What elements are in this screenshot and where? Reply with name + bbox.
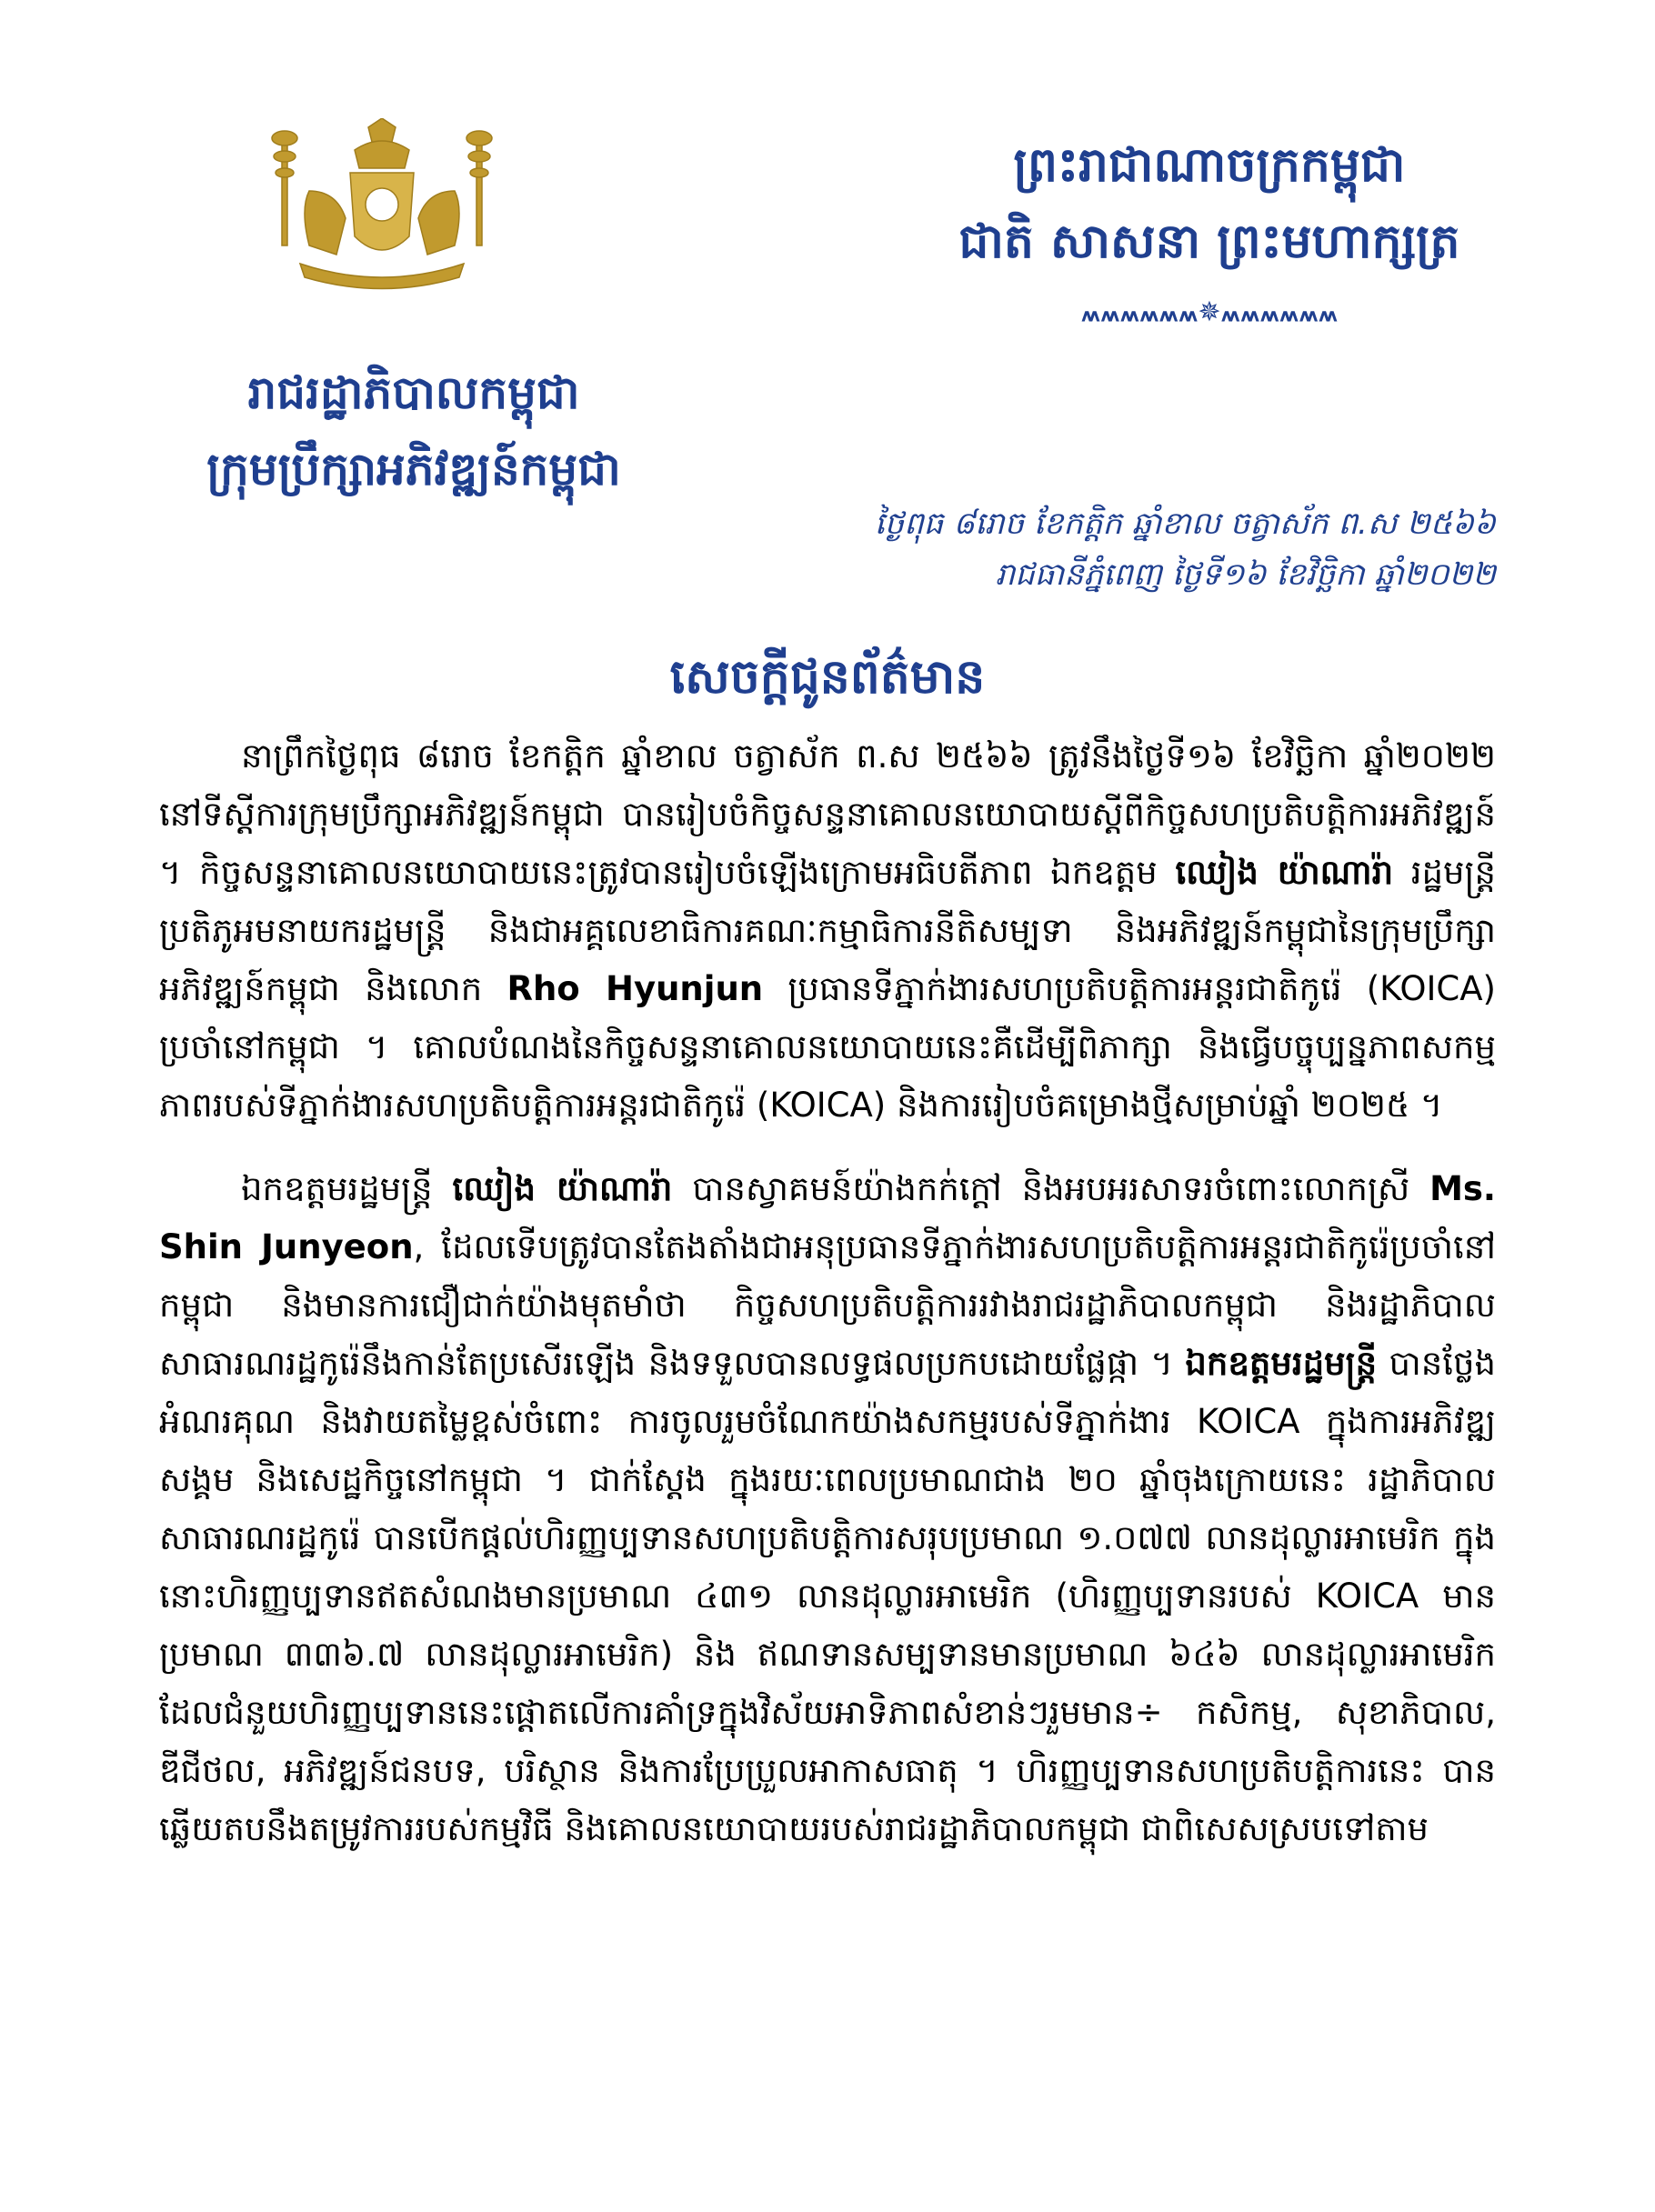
- issuing-authority: [159, 355, 668, 507]
- royal-emblem: [246, 118, 518, 291]
- document-body: [159, 727, 1496, 1884]
- kingdom-title: ព្រះរាជាណាចក្រកម្ពុជា: [1013, 138, 1406, 193]
- national-motto: ជាតិ សាសនា ព្រះមហាក្សត្រ: [958, 215, 1460, 269]
- koica-deputy-name: Ms. Shin Junyeon: [159, 1169, 1496, 1266]
- minister-title: ឯកឧត្តមរដ្ឋមន្ត្រី: [1185, 1344, 1378, 1383]
- government-name: រាជរដ្ឋាភិបាលកម្ពុជា: [247, 366, 580, 419]
- document-title: សេចក្តីជូនព័ត៌មាន: [669, 650, 986, 705]
- lunar-date: ថ្ងៃពុធ ៨រោច ខែកត្តិក ឆ្នាំខាល ចត្វាស័ក ព.ស ២៥៦៦: [874, 505, 1496, 542]
- official-name: ឈៀង យ៉ាណារ៉ា: [452, 1169, 673, 1208]
- paragraph-2: ឯកឧត្តមរដ្ឋមន្ត្រី ឈៀង យ៉ាណារ៉ា បានស្វាគមន៍យ៉ាងកក់ក្តៅ និងអបអរសាទរចំពោះលោកស្រី Ms. Shin Junyeon, ដែលទើបត្រូវបានតែងតាំងជាអនុប្រធានទីភ្នាក់ងារសហប្រតិបត្តិការអន្តរជាតិកូរ៉េប្រចាំនៅកម្ពុជា និងមានការជឿជាក់យ៉ាងមុតមាំថា កិច្ចសហប្រតិបត្តិការរវាងរាជរដ្ឋាភិបាលកម្ពុជា និងរដ្ឋាភិបាលសាធារណរដ្ឋកូរ៉េនឹងកាន់តែប្រសើរឡើង និងទទួលបានលទ្ធផលប្រកបដោយផ្លែផ្កា ។ ឯកឧត្តមរដ្ឋមន្ត្រី បានថ្លែងអំណរគុណ និងវាយតម្លៃខ្ពស់ចំពោះ ការចូលរួមចំណែកយ៉ាងសកម្មរបស់ទីភ្នាក់ងារ KOICA ក្នុងការអភិវឌ្ឍសង្គម និងសេដ្ឋកិច្ចនៅកម្ពុជា ។ ជាក់ស្តែង ក្នុងរយៈពេលប្រមាណជាង ២០ ឆ្នាំចុងក្រោយនេះ រដ្ឋាភិបាលសាធារណរដ្ឋកូរ៉េ បានបើកផ្តល់ហិរញ្ញប្បទានសហប្រតិបត្តិការសរុបប្រមាណ ១.០៧៧ លានដុល្លារអាមេរិក ក្នុងនោះហិរញ្ញប្បទានឥតសំណងមានប្រមាណ ៤៣១ លានដុល្លារអាមេរិក (ហិរញ្ញប្បទានរបស់ KOICA មានប្រមាណ ៣៣៦.៧ លានដុល្លារអាមេរិក) និង ឥណទានសម្បទានមានប្រមាណ ៦៤៦ លានដុល្លារអាមេរិក ដែលជំនួយហិរញ្ញប្បទាននេះផ្តោតលើការគាំទ្រក្នុងវិស័យអាទិភាពសំខាន់ៗរួមមាន÷ កសិកម្ម, សុខាភិបាល, ឌីជីថល, អភិវឌ្ឍន៍ជនបទ, បរិស្ថាន និងការប្រែប្រួលអាកាសធាតុ ។ ហិរញ្ញប្បទានសហប្រតិបត្តិការនេះ បានឆ្លើយតបនឹងតម្រូវការរបស់កម្មវិធី និងគោលនយោបាយរបស់រាជរដ្ឋាភិបាលកម្ពុជា ជាពិសេសស្របទៅតាម: [159, 1169, 1496, 1848]
- official-name: ឈៀង យ៉ាណារ៉ា: [1175, 853, 1394, 892]
- solar-date: រាជធានីភ្នំពេញ ថ្ងៃទី១៦ ខែវិច្ឆិកា ឆ្នាំ២០២២: [995, 556, 1496, 593]
- koica-director-name: Rho Hyunjun: [507, 969, 764, 1008]
- kingdom-heading: [918, 127, 1500, 340]
- council-name: ក្រុមប្រឹក្សាអភិវឌ្ឍន៍កម្ពុជា: [206, 443, 621, 495]
- ornament-divider: ៳៳៳៳៳៳✵៳៳៳៳៳៳: [1080, 296, 1339, 328]
- royal-coat-of-arms-icon: [246, 118, 518, 291]
- paragraph-1: នាព្រឹកថ្ងៃពុធ ៨រោច ខែកត្តិក ឆ្នាំខាល ចត្វាស័ក ព.ស ២៥៦៦ ត្រូវនឹងថ្ងៃទី១៦ ខែវិច្ឆិកា ឆ្នាំ២០២២ នៅទីស្តីការក្រុមប្រឹក្សាអភិវឌ្ឍន៍កម្ពុជា បានរៀបចំកិច្ចសន្ទនាគោលនយោបាយស្តីពីកិច្ចសហប្រតិបត្តិការអភិវឌ្ឍន៍ ។ កិច្ចសន្ទនាគោលនយោបាយនេះត្រូវបានរៀបចំឡើងក្រោមអធិបតីភាព ឯកឧត្តម ឈៀង យ៉ាណារ៉ា រដ្ឋមន្ត្រីប្រតិភូអមនាយករដ្ឋមន្ត្រី និងជាអគ្គលេខាធិការគណៈកម្មាធិការនីតិសម្បទា និងអភិវឌ្ឍន៍កម្ពុជានៃក្រុមប្រឹក្សាអភិវឌ្ឍន៍កម្ពុជា និងលោក Rho Hyunjun ប្រធានទីភ្នាក់ងារសហប្រតិបត្តិការអន្តរជាតិកូរ៉េ (KOICA) ប្រចាំនៅកម្ពុជា ។ គោលបំណងនៃកិច្ចសន្ទនាគោលនយោបាយនេះគឺដើម្បីពិភាក្សា និងធ្វើបច្ចុប្បន្នភាពសកម្មភាពរបស់ទីភ្នាក់ងារសហប្រតិបត្តិការអន្តរជាតិកូរ៉េ (KOICA) និងការរៀបចំគម្រោងថ្មីសម្រាប់ឆ្នាំ ២០២៥ ។: [159, 736, 1496, 1125]
- date-block: [875, 498, 1496, 600]
